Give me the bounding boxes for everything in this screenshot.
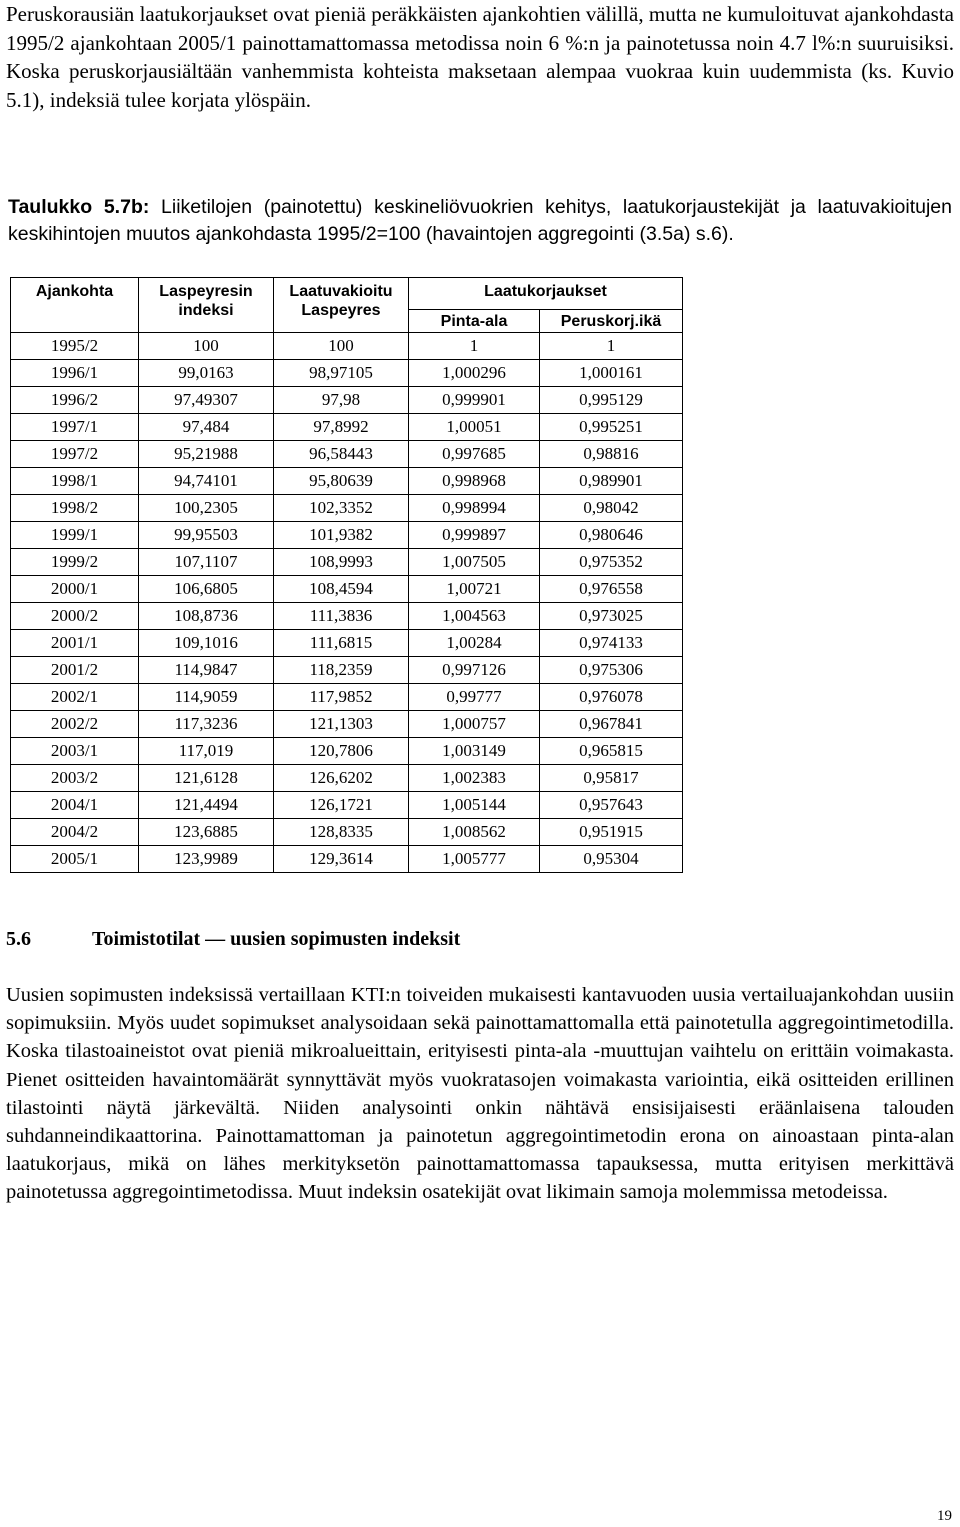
cell-pinta-ala: 0,999897 [409,522,540,549]
table-row [11,333,683,360]
header-laatuvakioitu-laspeyres: Laatuvakioitu Laspeyres [274,278,409,333]
cell-ajankohta: 1996/2 [11,387,139,414]
cell-peruskorj-ika: 0,995129 [540,387,683,414]
cell-peruskorj-ika: 0,957643 [540,792,683,819]
cell-laspeyresin-indeksi: 123,6885 [139,819,274,846]
table-row [11,684,683,711]
cell-ajankohta: 2002/2 [11,711,139,738]
cell-laatuvakioitu-laspeyres: 97,8992 [274,414,409,441]
cell-peruskorj-ika: 0,976558 [540,576,683,603]
cell-laatuvakioitu-laspeyres: 121,1303 [274,711,409,738]
rent-index-table [10,277,683,873]
cell-laatuvakioitu-laspeyres: 100 [274,333,409,360]
cell-ajankohta: 1996/1 [11,360,139,387]
cell-ajankohta: 2004/2 [11,819,139,846]
cell-laatuvakioitu-laspeyres: 95,80639 [274,468,409,495]
cell-peruskorj-ika: 0,973025 [540,603,683,630]
cell-peruskorj-ika: 0,975352 [540,549,683,576]
table-row [11,792,683,819]
cell-ajankohta: 2005/1 [11,846,139,873]
cell-pinta-ala: 1,003149 [409,738,540,765]
cell-laspeyresin-indeksi: 117,3236 [139,711,274,738]
cell-ajankohta: 2001/1 [11,630,139,657]
cell-peruskorj-ika: 0,975306 [540,657,683,684]
cell-ajankohta: 2003/1 [11,738,139,765]
cell-peruskorj-ika: 0,995251 [540,414,683,441]
cell-laatuvakioitu-laspeyres: 101,9382 [274,522,409,549]
cell-ajankohta: 1995/2 [11,333,139,360]
cell-laspeyresin-indeksi: 95,21988 [139,441,274,468]
cell-laatuvakioitu-laspeyres: 108,4594 [274,576,409,603]
cell-peruskorj-ika: 1,000161 [540,360,683,387]
cell-laspeyresin-indeksi: 99,0163 [139,360,274,387]
table-row [11,603,683,630]
cell-pinta-ala: 0,998968 [409,468,540,495]
cell-ajankohta: 1998/1 [11,468,139,495]
table-row [11,495,683,522]
cell-pinta-ala: 1,00721 [409,576,540,603]
table-row [11,387,683,414]
cell-ajankohta: 2001/2 [11,657,139,684]
header-pinta-ala: Pinta-ala [409,310,540,333]
table-row [11,522,683,549]
cell-laspeyresin-indeksi: 97,484 [139,414,274,441]
cell-pinta-ala: 1,007505 [409,549,540,576]
cell-peruskorj-ika: 0,967841 [540,711,683,738]
section-number: 5.6 [6,928,31,950]
table-row [11,630,683,657]
table-row [11,711,683,738]
cell-laatuvakioitu-laspeyres: 97,98 [274,387,409,414]
cell-ajankohta: 2004/1 [11,792,139,819]
cell-peruskorj-ika: 0,974133 [540,630,683,657]
cell-laatuvakioitu-laspeyres: 126,6202 [274,765,409,792]
cell-laspeyresin-indeksi: 114,9059 [139,684,274,711]
cell-laspeyresin-indeksi: 100,2305 [139,495,274,522]
table-row [11,765,683,792]
page-number: 19 [937,1508,952,1524]
cell-ajankohta: 2000/2 [11,603,139,630]
table-row [11,657,683,684]
cell-pinta-ala: 1,005144 [409,792,540,819]
table-row [11,360,683,387]
section-heading [6,928,460,951]
header-peruskorj-ika: Peruskorj.ikä [540,310,683,333]
cell-laspeyresin-indeksi: 100 [139,333,274,360]
section-paragraph: Uusien sopimusten indeksissä vertaillaan KTI:n toiveiden mukaisesti kantavuoden uusia vertailuajankohdan uusiin sopimuksiin. Myös uudet sopimukset analysoidaan sekä painottamattomalla että painotetulla aggregointimetodilla. Koska tilastoaineistot ovat pieniä mikroalueittain, erityisesti pinta-ala -muuttujan vaihtelu on erittäin voimakasta. Pienet ositteiden havaintomäärät synnyttävät myös vuokratasojen voimakasta variointia, eikä ositteiden erillinen tilastointi näytä järkevältä. Niiden analysointi onkin nähtävä ensisijaisesti eräänlaisena talouden suhdanneindikaattorina. Painottamattoman ja painotetun aggregointimetodin erona on ainoastaan pinta-alan laatukorjaus, mikä on lähes merkityksetön painottamattomassa tapauksessa, mutta erityisen merkittävä painotetussa aggregointimetodissa. Muut indeksin osatekijät ovat likimain samoja molemmissa metodeissa. [6,984,954,1204]
table-row [11,549,683,576]
cell-ajankohta: 1999/2 [11,549,139,576]
cell-ajankohta: 1998/2 [11,495,139,522]
section-title: Toimistotilat — uusien sopimusten indeksit [92,928,461,950]
cell-pinta-ala: 1,00051 [409,414,540,441]
cell-laspeyresin-indeksi: 94,74101 [139,468,274,495]
cell-peruskorj-ika: 0,95817 [540,765,683,792]
cell-laspeyresin-indeksi: 114,9847 [139,657,274,684]
cell-laspeyresin-indeksi: 121,6128 [139,765,274,792]
header-ajankohta: Ajankohta [11,278,139,333]
cell-pinta-ala: 0,997126 [409,657,540,684]
cell-laspeyresin-indeksi: 121,4494 [139,792,274,819]
cell-peruskorj-ika: 0,98042 [540,495,683,522]
cell-peruskorj-ika: 0,98816 [540,441,683,468]
cell-peruskorj-ika: 0,965815 [540,738,683,765]
cell-laspeyresin-indeksi: 99,95503 [139,522,274,549]
table-row [11,738,683,765]
cell-peruskorj-ika: 0,951915 [540,819,683,846]
cell-peruskorj-ika: 0,976078 [540,684,683,711]
cell-laatuvakioitu-laspeyres: 98,97105 [274,360,409,387]
table-row [11,414,683,441]
cell-pinta-ala: 0,999901 [409,387,540,414]
cell-ajankohta: 2003/2 [11,765,139,792]
cell-laspeyresin-indeksi: 97,49307 [139,387,274,414]
cell-laspeyresin-indeksi: 108,8736 [139,603,274,630]
cell-laatuvakioitu-laspeyres: 126,1721 [274,792,409,819]
cell-laspeyresin-indeksi: 107,1107 [139,549,274,576]
cell-laatuvakioitu-laspeyres: 117,9852 [274,684,409,711]
cell-peruskorj-ika: 0,980646 [540,522,683,549]
cell-pinta-ala: 1,000757 [409,711,540,738]
cell-laspeyresin-indeksi: 109,1016 [139,630,274,657]
cell-ajankohta: 2002/1 [11,684,139,711]
cell-pinta-ala: 1,000296 [409,360,540,387]
cell-pinta-ala: 1,00284 [409,630,540,657]
cell-pinta-ala: 0,99777 [409,684,540,711]
table-body [11,333,683,873]
cell-pinta-ala: 0,998994 [409,495,540,522]
cell-pinta-ala: 1,005777 [409,846,540,873]
table-row [11,819,683,846]
table-row [11,846,683,873]
cell-ajankohta: 1999/1 [11,522,139,549]
cell-peruskorj-ika: 0,95304 [540,846,683,873]
cell-laspeyresin-indeksi: 123,9989 [139,846,274,873]
cell-laspeyresin-indeksi: 106,6805 [139,576,274,603]
table-row [11,468,683,495]
cell-laspeyresin-indeksi: 117,019 [139,738,274,765]
header-laspeyresin-indeksi: Laspeyresin indeksi [139,278,274,333]
cell-laatuvakioitu-laspeyres: 118,2359 [274,657,409,684]
cell-peruskorj-ika: 0,989901 [540,468,683,495]
cell-pinta-ala: 1,004563 [409,603,540,630]
cell-laatuvakioitu-laspeyres: 96,58443 [274,441,409,468]
cell-laatuvakioitu-laspeyres: 108,9993 [274,549,409,576]
table-row [11,576,683,603]
cell-ajankohta: 1997/1 [11,414,139,441]
intro-paragraph: Peruskorausiän laatukorjaukset ovat pieniä peräkkäisten ajankohtien välillä, mutta ne kumuloituvat ajankohdasta 1995/2 ajankohtaan 2005/1 painottamattomassa metodissa noin 6 %:n ja painotetussa noin 4.7 l%:n suuruisiksi. Koska peruskorjausiältään vanhemmista kohteista maksetaan alempaa vuokraa kuin uudemmista (ks. Kuvio 5.1), indeksiä tulee korjata ylöspäin. [6,2,954,112]
cell-laatuvakioitu-laspeyres: 128,8335 [274,819,409,846]
cell-laatuvakioitu-laspeyres: 102,3352 [274,495,409,522]
cell-pinta-ala: 1,002383 [409,765,540,792]
cell-ajankohta: 1997/2 [11,441,139,468]
table-caption [8,194,952,247]
header-laatukorjaukset: Laatukorjaukset [409,278,683,310]
cell-ajankohta: 2000/1 [11,576,139,603]
cell-pinta-ala: 1 [409,333,540,360]
table-row [11,441,683,468]
cell-laatuvakioitu-laspeyres: 129,3614 [274,846,409,873]
table-caption-label: Taulukko 5.7b: [8,196,150,218]
cell-pinta-ala: 0,997685 [409,441,540,468]
cell-laatuvakioitu-laspeyres: 111,3836 [274,603,409,630]
cell-laatuvakioitu-laspeyres: 120,7806 [274,738,409,765]
cell-peruskorj-ika: 1 [540,333,683,360]
cell-pinta-ala: 1,008562 [409,819,540,846]
table-caption-text: Liiketilojen (painotettu) keskineliövuokrien kehitys, laatukorjaustekijät ja laatuvakioitujen keskihintojen muutos ajankohdasta 1995/2=100 (havaintojen aggregointi (3.5a) s.6). [8,196,952,245]
cell-laatuvakioitu-laspeyres: 111,6815 [274,630,409,657]
